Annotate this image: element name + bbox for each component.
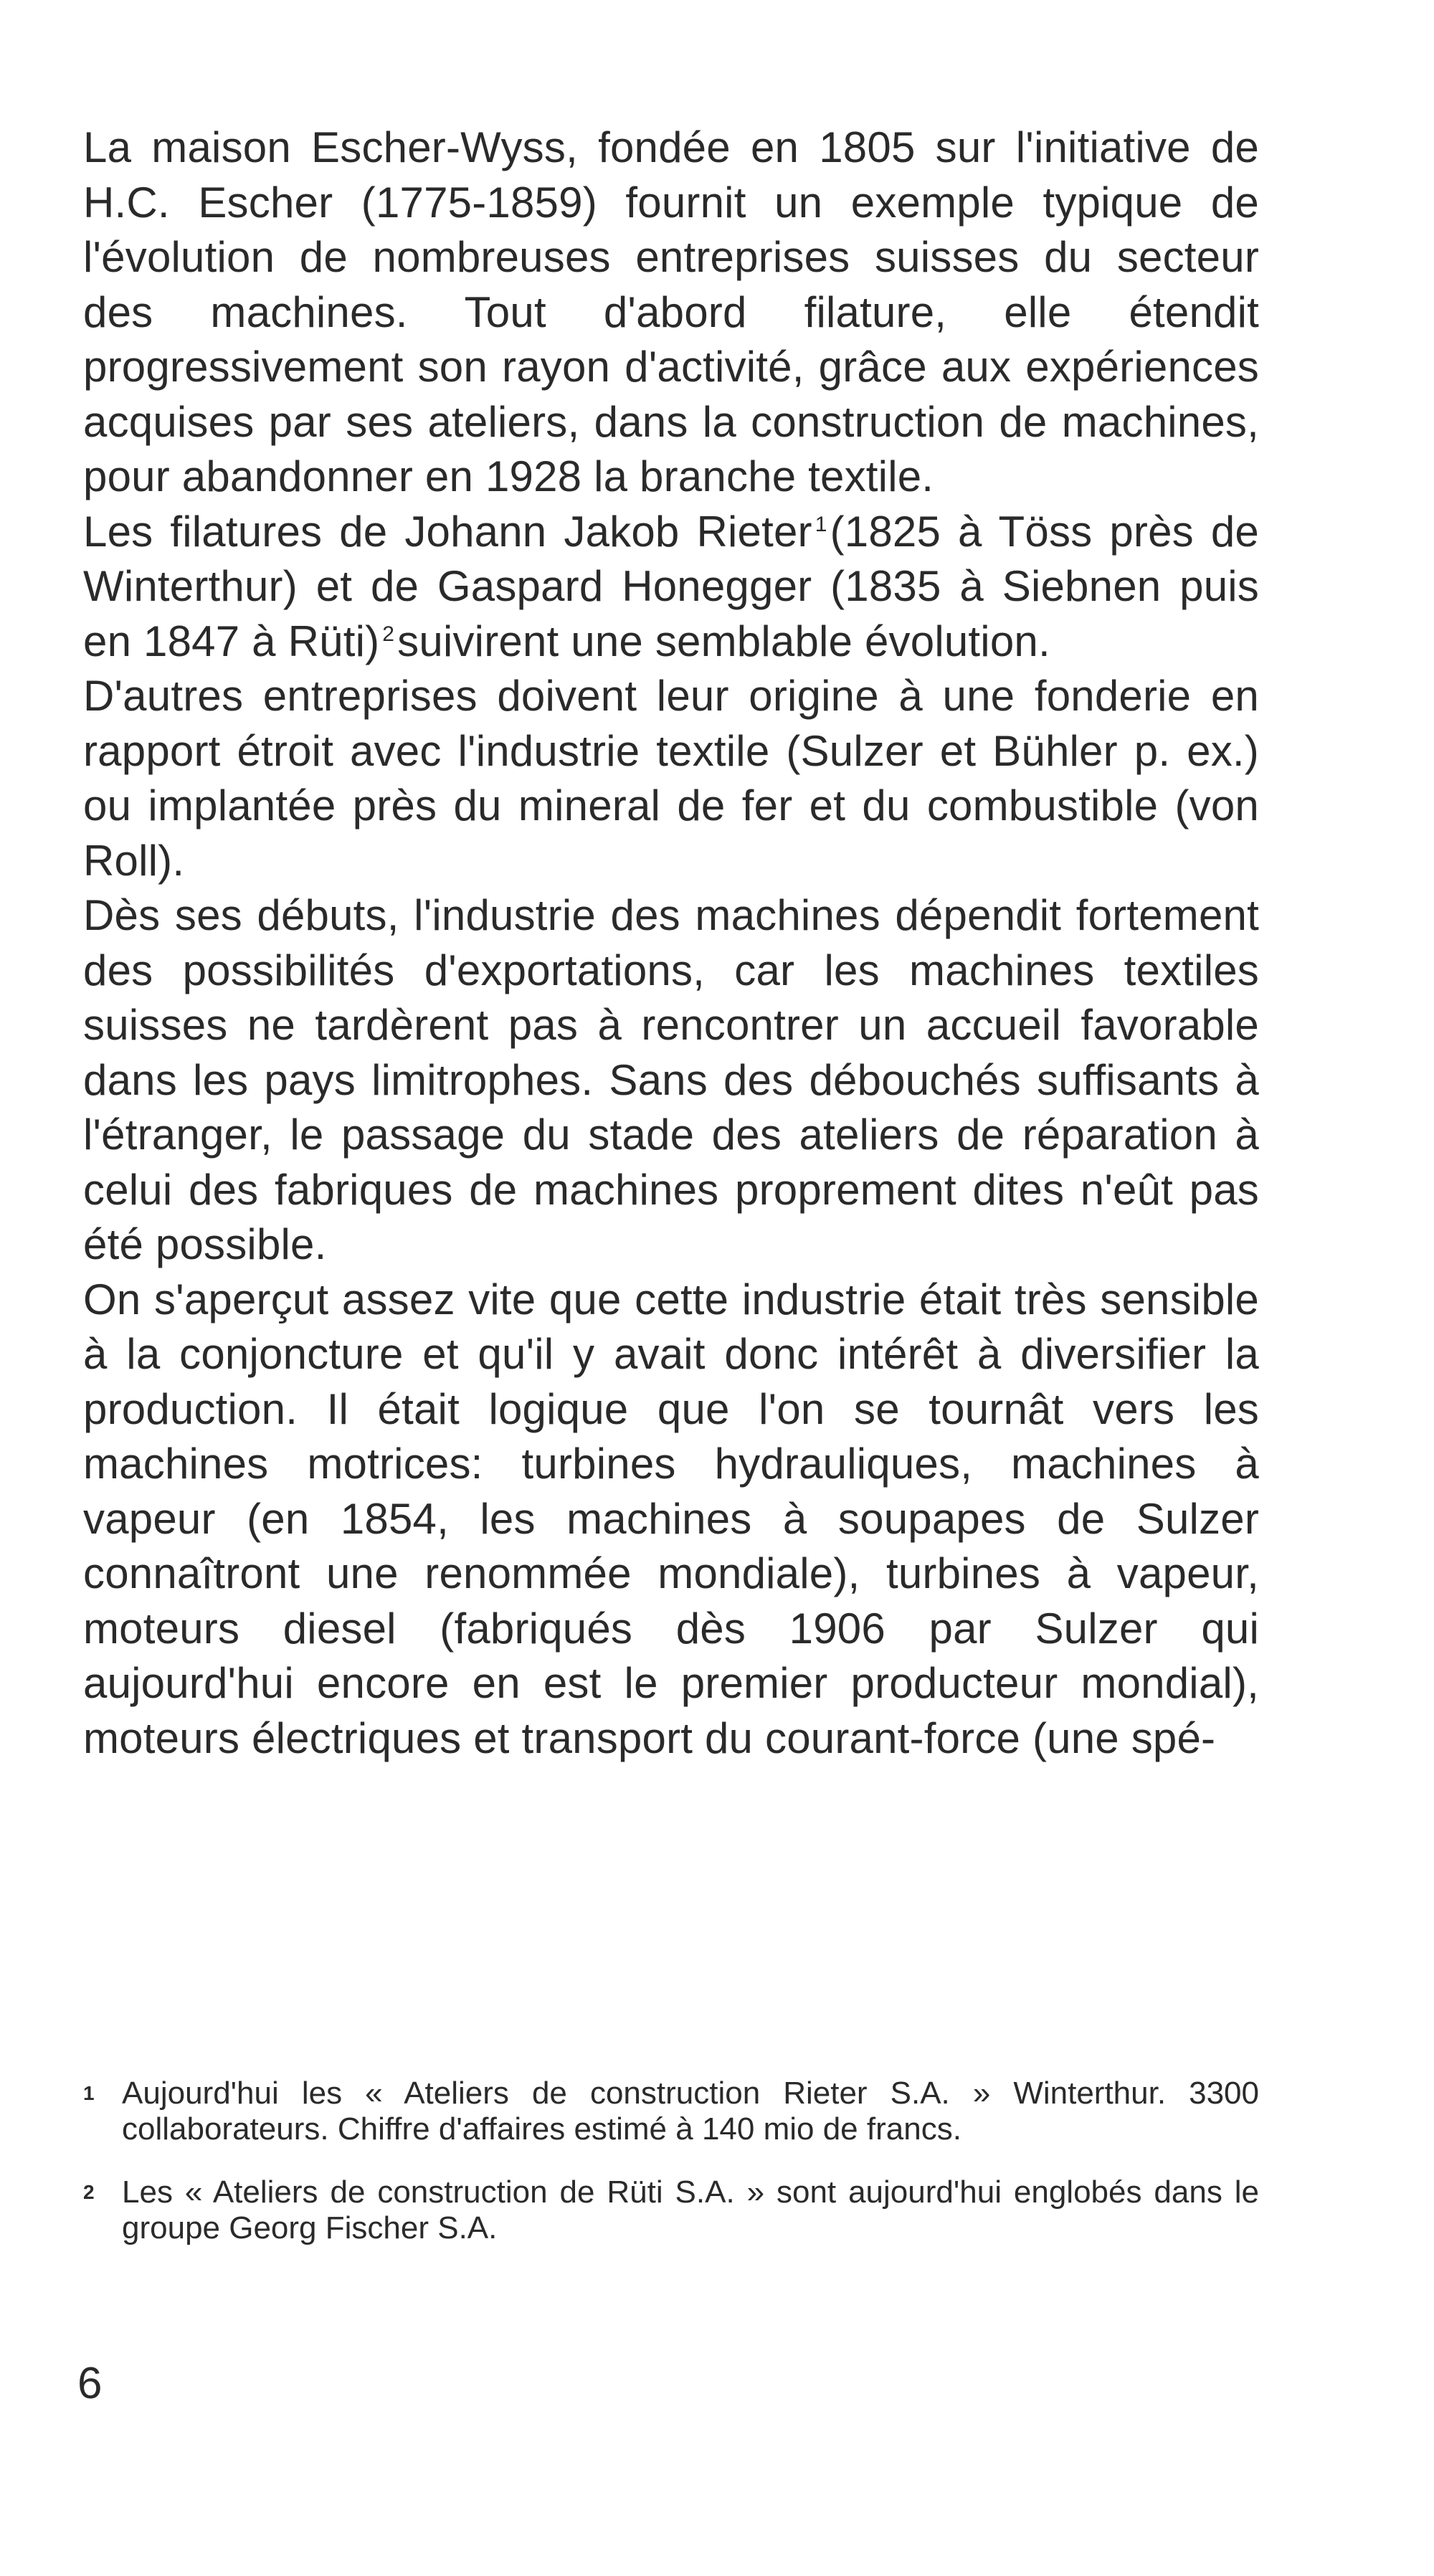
paragraph-fonderie: D'autres entreprises doivent leur origine à une fonderie en rapport étroit avec l'industrie textile (Sulzer et Bühler p. ex.) ou implantée près du mineral de fer et du combustible (von Roll). <box>83 672 1259 885</box>
footnote-marker: 1 <box>83 2082 95 2104</box>
paragraph-escher-wyss: La maison Escher-Wyss, fondée en 1805 sur l'initiative de H.C. Escher (1775-1859) fournit un exemple typique de l'évolution de nombreuses entreprises suisses du secteur des machines. Tout d'abord filature, elle étendit progressivement son rayon d'activité, grâce aux expériences acquises par ses ateliers, dans la construction de machines, pour abandonner en 1928 la branche textile. <box>83 123 1259 500</box>
paragraph-conjoncture: On s'aperçut assez vite que cette industrie était très sensible à la conjoncture et qu'il y avait donc intérêt à diversifier la production. Il était logique que l'on se tournât vers les machines motrices: turbines hydrauliques, machines à vapeur (en 1854, les machines à soupapes de Sulzer connaîtront une renommée mondiale), turbines à vapeur, moteurs diesel (fabriqués dès 1906 par Sulzer qui aujourd'hui encore en est le premier producteur mondial), moteurs électriques et transport du courant-force (une spé- <box>83 1275 1259 1762</box>
page-number: 6 <box>77 2359 103 2408</box>
footnotes <box>83 2076 1259 2273</box>
footnote-marker: 2 <box>83 2181 95 2203</box>
paragraph-exportations: Dès ses débuts, l'industrie des machines dépendit fortement des possibilités d'exportations, car les machines textiles suisses ne tardèrent pas à rencontrer un accueil favorable dans les pays limitrophes. Sans des débouchés suffisants à l'étranger, le passage du stade des ateliers de réparation à celui des fabriques de machines proprement dites n'eût pas été possible. <box>83 891 1259 1268</box>
footnote-text: Les « Ateliers de construction de Rüti S.A. » sont aujourd'hui englobés dans le groupe Georg Fischer S.A. <box>122 2175 1259 2245</box>
footnote-1 <box>83 2076 1259 2147</box>
footnote-text: Aujourd'hui les « Ateliers de construction Rieter S.A. » Winterthur. 3300 collaborateurs. Chiffre d'affaires estimé à 140 mio de francs. <box>122 2076 1259 2147</box>
footnote-reference-1[interactable]: 1 <box>815 512 827 536</box>
paragraph-filatures-part-c: suivirent une semblable évolution. <box>397 617 1050 665</box>
footnote-2 <box>83 2175 1259 2246</box>
paragraph-filatures-part-b: (1825 à Töss près de Winterthur) et de Gaspard Honegger (1835 à Siebnen puis en 1847 à Rüti) <box>83 507 1259 665</box>
paragraph-filatures-part-a: Les filatures de Johann Jakob Rieter <box>83 507 812 556</box>
paragraph-filatures <box>83 505 1259 670</box>
body-text <box>83 120 1259 1766</box>
footnote-reference-2[interactable]: 2 <box>382 622 395 646</box>
